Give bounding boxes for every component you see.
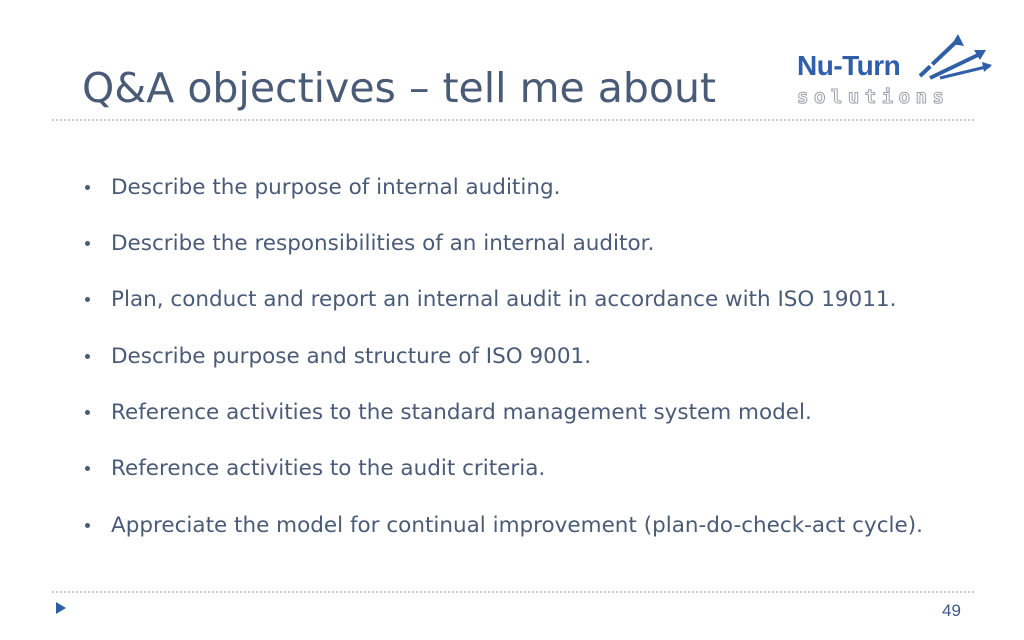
- logo-subtitle: solutions: [797, 86, 950, 108]
- bullet-dot-icon: [85, 523, 90, 528]
- bullet-dot-icon: [85, 354, 90, 359]
- bullet-text: Reference activities to the audit criteria.: [111, 456, 546, 481]
- bullet-dot-icon: [85, 241, 90, 246]
- bullet-dot-icon: [85, 466, 90, 471]
- slide-title: Q&A objectives – tell me about: [82, 64, 717, 112]
- bullet-text: Describe the purpose of internal auditing.: [111, 175, 561, 200]
- bullet-text: Plan, conduct and report an internal audit in accordance with ISO 19011.: [111, 287, 897, 312]
- bullet-text: Describe purpose and structure of ISO 9001.: [111, 344, 592, 369]
- footer-divider: [52, 591, 974, 593]
- bullet-text: Appreciate the model for continual improvement (plan-do-check-act cycle).: [111, 513, 923, 538]
- bullet-dot-icon: [85, 410, 90, 415]
- bullet-dot-icon: [85, 185, 90, 190]
- bullet-text: Describe the responsibilities of an internal auditor.: [111, 231, 655, 256]
- bullet-dot-icon: [85, 297, 90, 302]
- logo-wordmark: Nu-Turn: [797, 50, 901, 81]
- page-number: 49: [942, 601, 961, 620]
- bullet-text: Reference activities to the standard management system model.: [111, 400, 812, 425]
- play-triangle-icon[interactable]: [55, 601, 67, 615]
